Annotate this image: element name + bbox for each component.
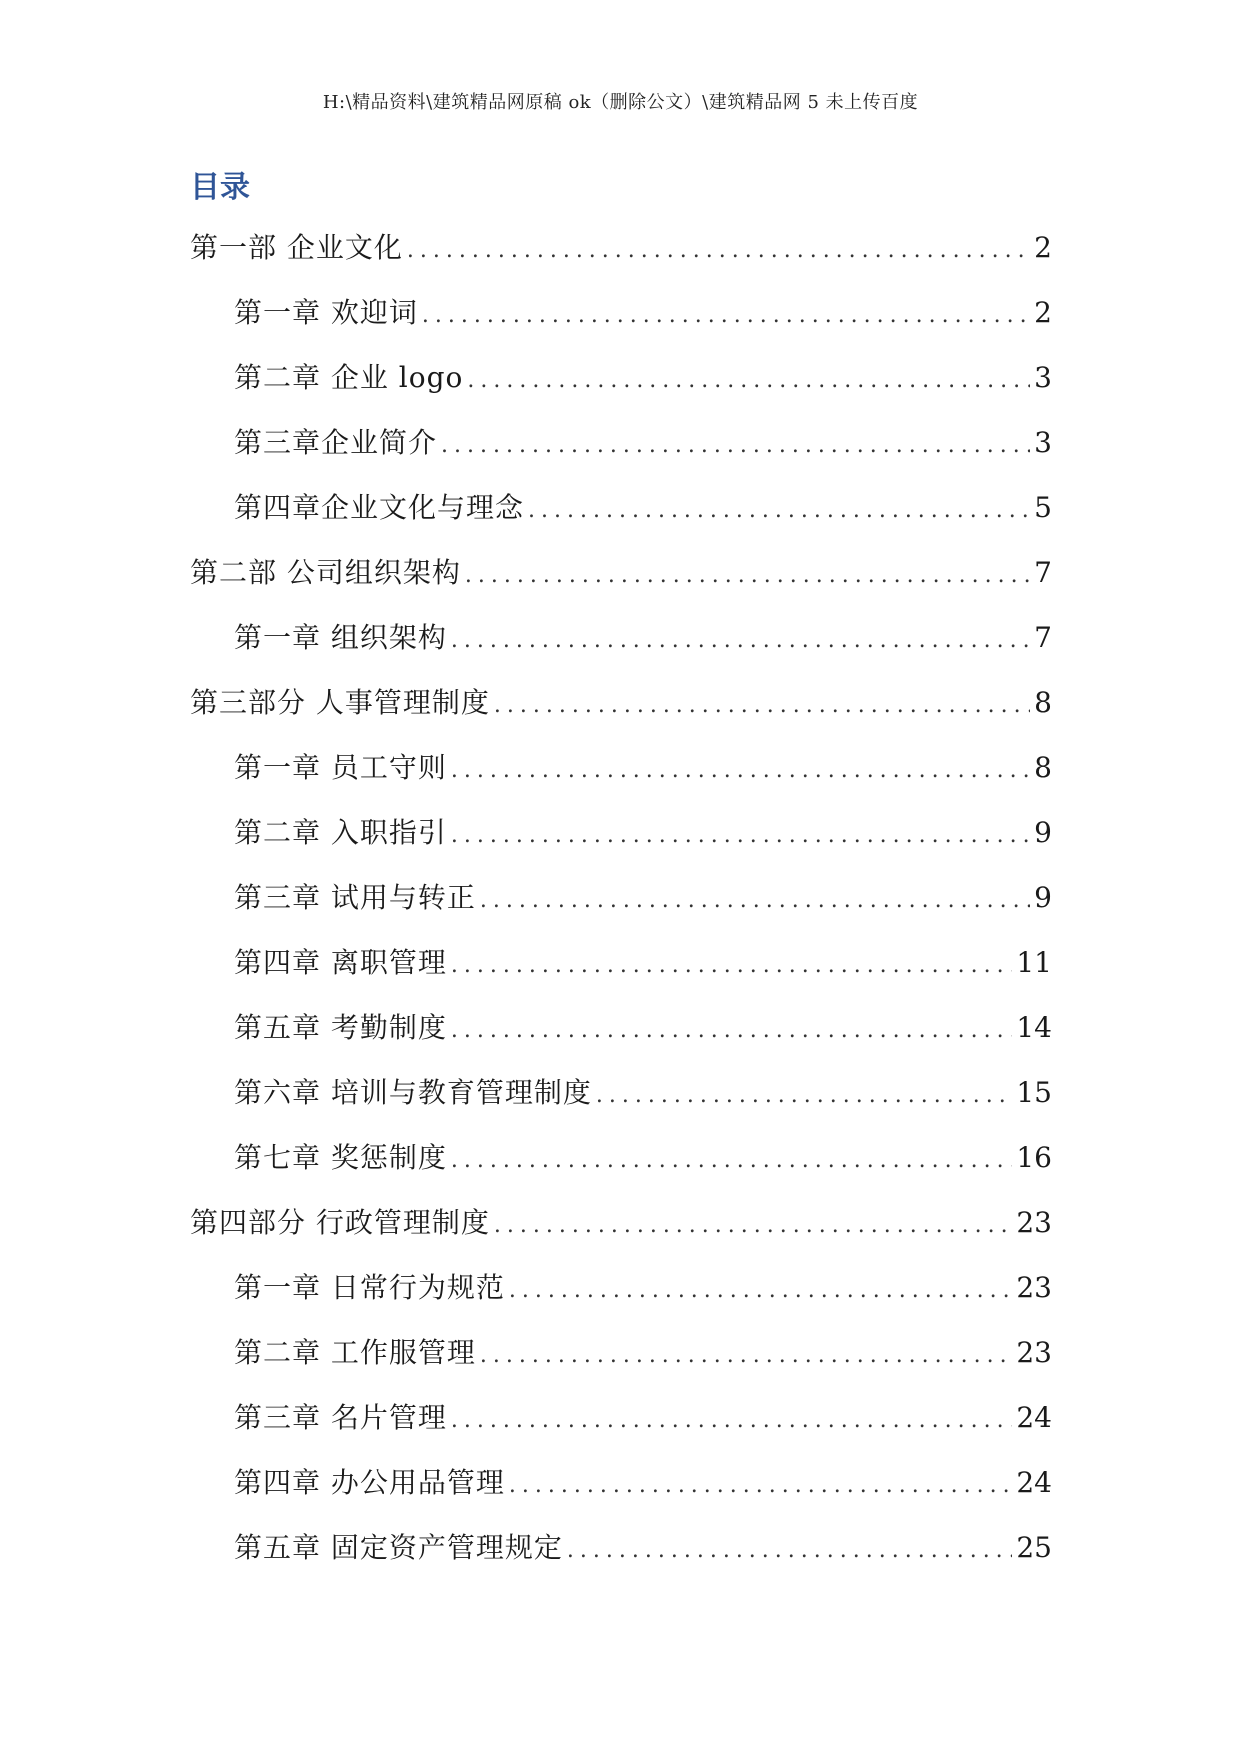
page-header-path: H:\精品资料\建筑精品网原稿 ok（删除公文）\建筑精品网 5 未上传百度 xyxy=(322,92,919,113)
toc-entry-label: 第五章 固定资产管理规定 xyxy=(234,1531,563,1564)
toc-entry[interactable] xyxy=(190,1071,1052,1136)
toc-entry-page: 23 xyxy=(1016,1271,1052,1304)
toc-entry-label: 第一章 欢迎词 xyxy=(234,296,418,329)
toc-dot-leader xyxy=(596,1083,1012,1108)
toc-entry-page: 3 xyxy=(1034,361,1052,394)
toc-entry[interactable] xyxy=(190,876,1052,941)
toc-dot-leader xyxy=(451,1148,1012,1173)
toc-entry[interactable] xyxy=(190,486,1052,551)
toc-entry-label: 第七章 奖惩制度 xyxy=(234,1141,447,1174)
toc-entry[interactable] xyxy=(190,1396,1052,1461)
toc-dot-leader xyxy=(451,1408,1012,1433)
toc-entry-label: 第二部 公司组织架构 xyxy=(190,556,461,589)
toc-entry-page: 2 xyxy=(1034,231,1052,264)
toc-dot-leader xyxy=(451,758,1030,783)
toc-entry[interactable] xyxy=(190,811,1052,876)
toc-entry[interactable] xyxy=(190,226,1052,291)
table-of-contents xyxy=(190,226,1052,1591)
toc-entry-label: 第三部分 人事管理制度 xyxy=(190,686,490,719)
toc-entry-label: 第二章 入职指引 xyxy=(234,816,447,849)
toc-entry-page: 24 xyxy=(1016,1466,1052,1499)
toc-entry-label: 第六章 培训与教育管理制度 xyxy=(234,1076,592,1109)
toc-dot-leader xyxy=(465,563,1030,588)
toc-dot-leader xyxy=(528,498,1030,523)
toc-entry[interactable] xyxy=(190,1006,1052,1071)
toc-entry[interactable] xyxy=(190,356,1052,421)
toc-entry-page: 24 xyxy=(1016,1401,1052,1434)
toc-entry[interactable] xyxy=(190,1266,1052,1331)
toc-entry[interactable] xyxy=(190,746,1052,811)
toc-entry-label: 第四章 办公用品管理 xyxy=(234,1466,505,1499)
toc-entry[interactable] xyxy=(190,1201,1052,1266)
toc-entry-page: 23 xyxy=(1016,1206,1052,1239)
toc-entry[interactable] xyxy=(190,1136,1052,1201)
toc-entry-page: 9 xyxy=(1034,816,1052,849)
toc-entry[interactable] xyxy=(190,291,1052,356)
toc-dot-leader xyxy=(567,1538,1012,1563)
toc-entry-label: 第二章 工作服管理 xyxy=(234,1336,476,1369)
toc-entry-page: 5 xyxy=(1034,491,1052,524)
toc-entry-label: 第三章 名片管理 xyxy=(234,1401,447,1434)
toc-dot-leader xyxy=(441,433,1030,458)
toc-entry-label: 第四章企业文化与理念 xyxy=(234,491,525,524)
toc-entry[interactable] xyxy=(190,1461,1052,1526)
toc-entry[interactable] xyxy=(190,1526,1052,1591)
toc-dot-leader xyxy=(480,1343,1012,1368)
toc-entry-label: 第一部 企业文化 xyxy=(190,231,403,264)
toc-entry[interactable] xyxy=(190,421,1052,486)
toc-entry[interactable] xyxy=(190,941,1052,1006)
toc-entry[interactable] xyxy=(190,681,1052,746)
toc-entry-page: 16 xyxy=(1016,1141,1052,1174)
toc-dot-leader xyxy=(509,1278,1012,1303)
toc-entry-label: 第四部分 行政管理制度 xyxy=(190,1206,490,1239)
toc-entry-label: 第一章 组织架构 xyxy=(234,621,447,654)
toc-dot-leader xyxy=(494,1213,1012,1238)
toc-dot-leader xyxy=(451,823,1030,848)
toc-entry-label: 第三章企业简介 xyxy=(234,426,438,459)
toc-entry-page: 3 xyxy=(1034,426,1052,459)
toc-dot-leader xyxy=(494,693,1030,718)
toc-entry-label: 第一章 员工守则 xyxy=(234,751,447,784)
toc-entry-page: 11 xyxy=(1016,946,1052,979)
toc-dot-leader xyxy=(407,238,1030,263)
toc-entry-label: 第三章 试用与转正 xyxy=(234,881,476,914)
toc-entry[interactable] xyxy=(190,616,1052,681)
toc-entry-page: 14 xyxy=(1016,1011,1052,1044)
toc-dot-leader xyxy=(467,368,1030,393)
toc-entry-page: 7 xyxy=(1034,621,1052,654)
toc-entry-page: 9 xyxy=(1034,881,1052,914)
toc-title: 目录 xyxy=(190,170,250,205)
toc-dot-leader xyxy=(451,1018,1012,1043)
toc-entry-page: 7 xyxy=(1034,556,1052,589)
toc-dot-leader xyxy=(509,1473,1012,1498)
toc-entry-label: 第二章 企业 logo xyxy=(234,361,464,394)
toc-entry-page: 8 xyxy=(1034,751,1052,784)
toc-entry-page: 15 xyxy=(1016,1076,1052,1109)
toc-entry-page: 8 xyxy=(1034,686,1052,719)
toc-entry[interactable] xyxy=(190,1331,1052,1396)
toc-dot-leader xyxy=(451,953,1012,978)
toc-dot-leader xyxy=(451,628,1030,653)
toc-entry-label: 第四章 离职管理 xyxy=(234,946,447,979)
toc-entry-page: 2 xyxy=(1034,296,1052,329)
toc-entry-page: 23 xyxy=(1016,1336,1052,1369)
toc-entry-label: 第一章 日常行为规范 xyxy=(234,1271,505,1304)
toc-entry-page: 25 xyxy=(1016,1531,1052,1564)
toc-dot-leader xyxy=(480,888,1030,913)
toc-entry[interactable] xyxy=(190,551,1052,616)
toc-dot-leader xyxy=(422,303,1030,328)
toc-entry-label: 第五章 考勤制度 xyxy=(234,1011,447,1044)
